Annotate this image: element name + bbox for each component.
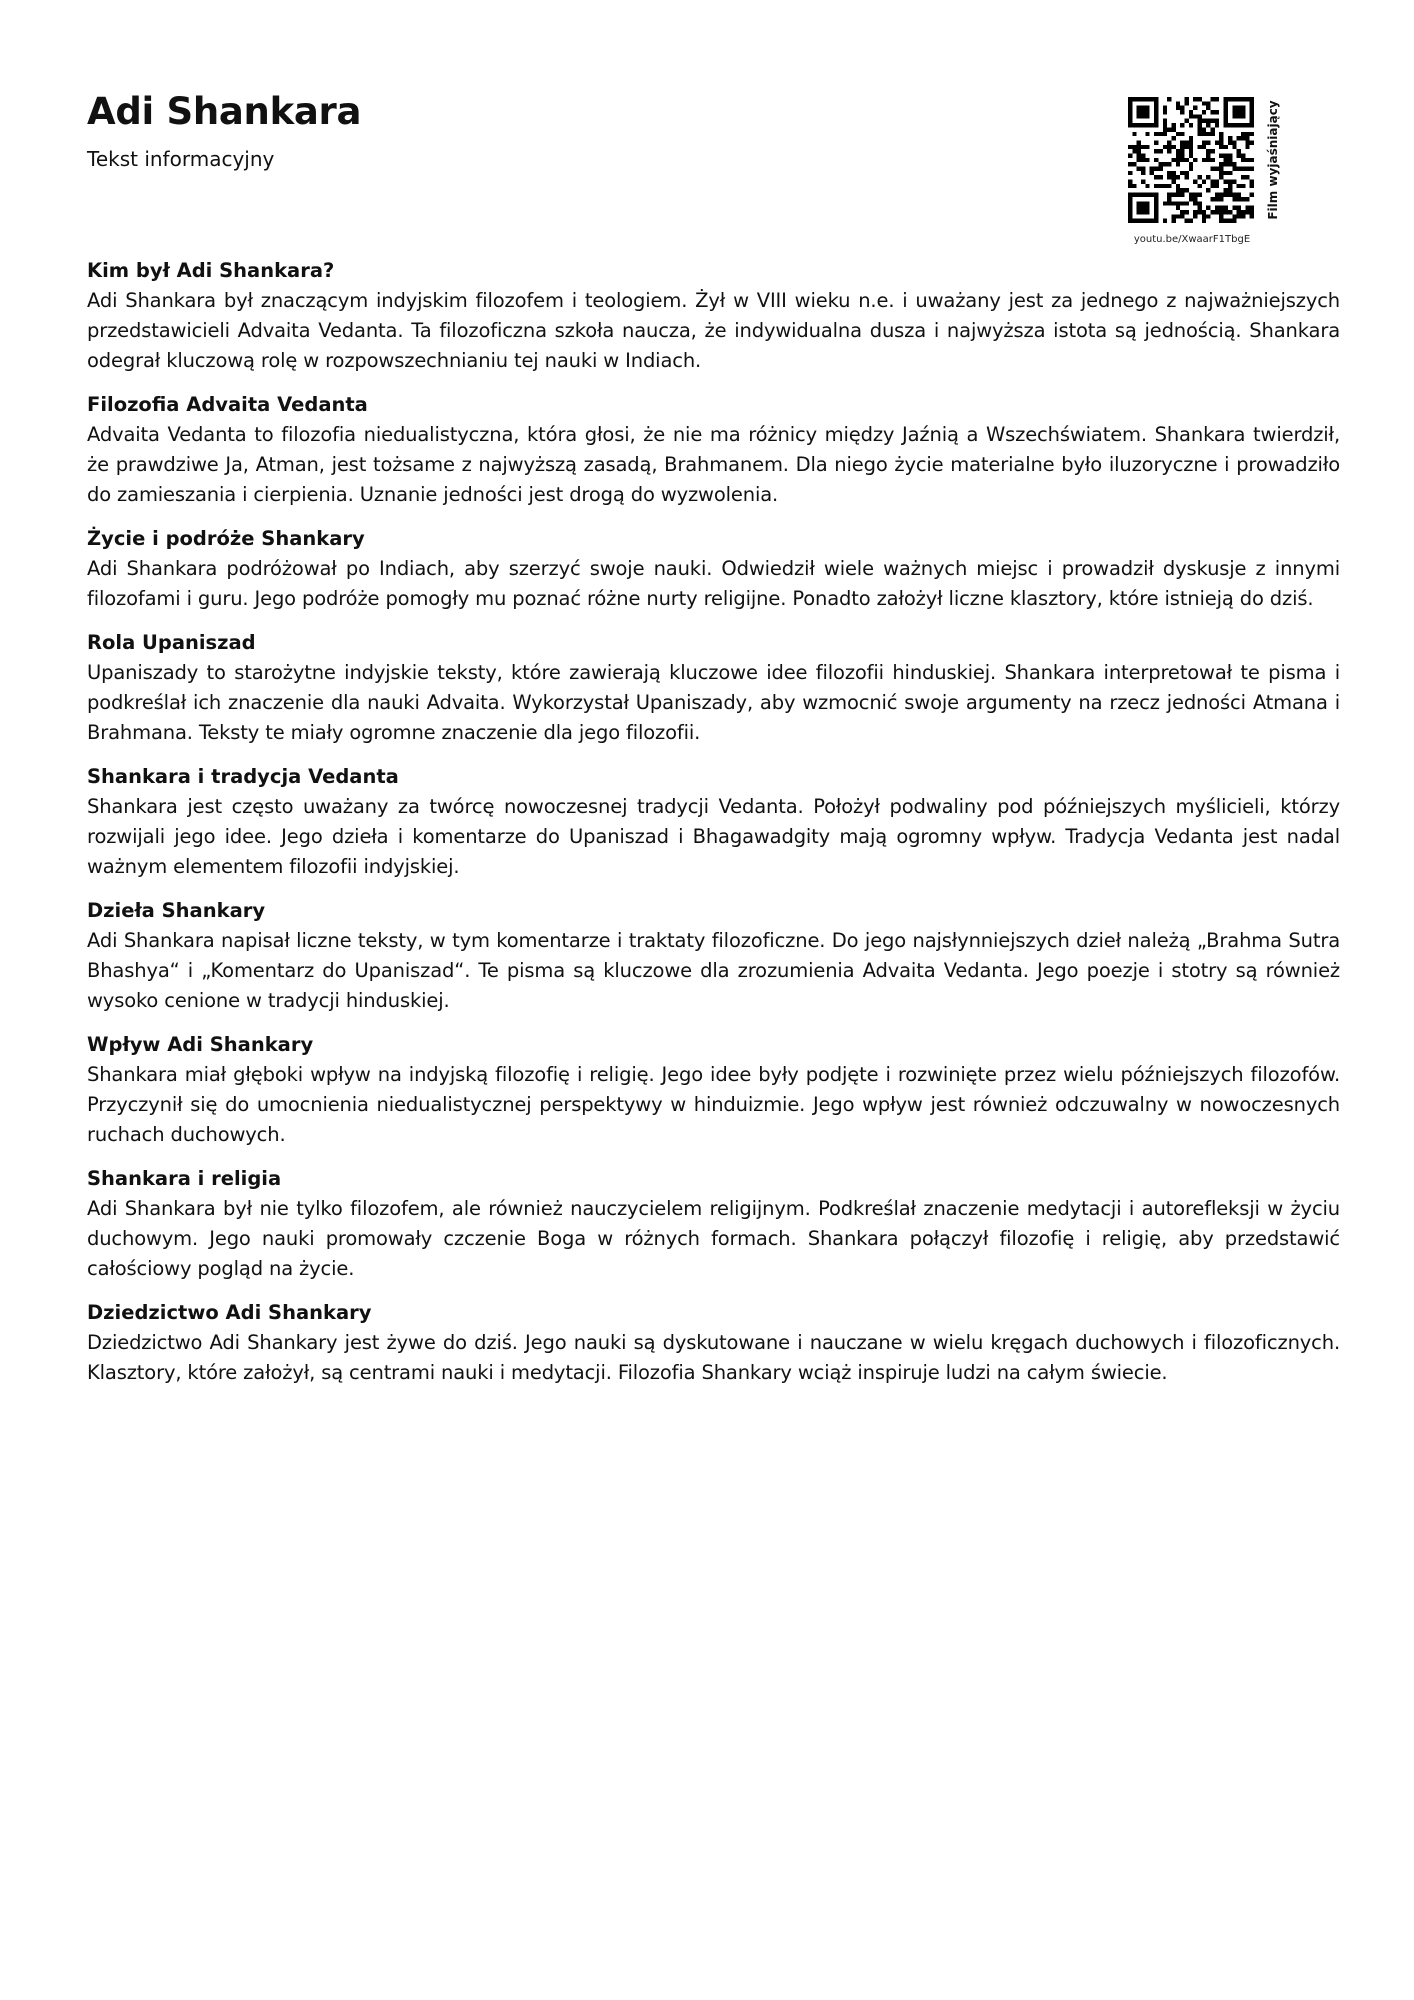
section [87,1164,1340,1284]
section-text: Shankara jest często uważany za twórcę nowoczesnej tradycji Vedanta. Położył podwaliny pod późniejszych myślicieli, którzy rozwijali jego idee. Jego dzieła i komentarze do Upaniszad i Bhagawadgity mają ogromny wpływ. Tradycja Vedanta jest nadal ważnym elementem filozofii indyjskiej. [87,795,1340,878]
qr-block [1128,97,1308,257]
section [87,256,1340,376]
section-text: Advaita Vedanta to filozofia niedualistyczna, która głosi, że nie ma różnicy między Jaźnią a Wszechświatem. Shankara twierdził, że prawdziwe Ja, Atman, jest tożsame z najwyższą zasadą, Brahmanem. Dla niego życie materialne było iluzoryczne i prowadziło do zamieszania i cierpienia. Uznanie jedności jest drogą do wyzwolenia. [87,423,1340,506]
section-heading: Shankara i tradycja Vedanta [87,765,399,788]
section-heading: Shankara i religia [87,1167,282,1190]
section-heading: Życie i podróże Shankary [87,527,365,550]
section-text: Shankara miał głęboki wpływ na indyjską filozofię i religię. Jego idee były podjęte i rozwinięte przez wielu późniejszych filozofów. Przyczynił się do umocnienia niedualistycznej perspektywy w hinduizmie. Jego wpływ jest również odczuwalny w nowoczesnych ruchach duchowych. [87,1063,1340,1146]
section [87,1298,1340,1388]
qr-code-icon[interactable] [1128,97,1254,223]
section [87,896,1340,1016]
document-title: Adi Shankara [87,90,362,133]
section-heading: Dzieła Shankary [87,899,266,922]
section-heading: Filozofia Advaita Vedanta [87,393,368,416]
section [87,524,1340,614]
qr-url[interactable]: youtu.be/XwaarF1TbgE [1133,234,1251,245]
section-heading: Dziedzictwo Adi Shankary [87,1301,372,1324]
document-subtitle: Tekst informacyjny [87,147,275,171]
section-text: Adi Shankara był nie tylko filozofem, ale również nauczycielem religijnym. Podkreślał znaczenie medytacji i autorefleksji w życiu duchowym. Jego nauki promowały czczenie Boga w różnych formach. Shankara połączył filozofię i religię, aby przedstawić całościowy pogląd na życie. [87,1197,1340,1280]
qr-label: Film wyjaśniający [1266,100,1280,220]
section [87,390,1340,510]
section [87,1030,1340,1150]
section-text: Adi Shankara podróżował po Indiach, aby szerzyć swoje nauki. Odwiedził wiele ważnych miejsc i prowadził dyskusje z innymi filozofami i guru. Jego podróże pomogły mu poznać różne nurty religijne. Ponadto założył liczne klasztory, które istnieją do dziś. [87,557,1340,610]
section [87,628,1340,748]
section-text: Adi Shankara był znaczącym indyjskim filozofem i teologiem. Żył w VIII wieku n.e. i uważany jest za jednego z najważniejszych przedstawicieli Advaita Vedanta. Ta filozoficzna szkoła naucza, że indywidualna dusza i najwyższa istota są jednością. Shankara odegrał kluczową rolę w rozpowszechnianiu tej nauki w Indiach. [87,289,1340,372]
section [87,762,1340,882]
section-heading: Rola Upaniszad [87,631,256,654]
section-text: Upaniszady to starożytne indyjskie teksty, które zawierają kluczowe idee filozofii hinduskiej. Shankara interpretował te pisma i podkreślał ich znaczenie dla nauki Advaita. Wykorzystał Upaniszady, aby wzmocnić swoje argumenty na rzecz jedności Atmana i Brahmana. Teksty te miały ogromne znaczenie dla jego filozofii. [87,661,1340,744]
section-heading: Kim był Adi Shankara? [87,259,335,282]
section-text: Adi Shankara napisał liczne teksty, w tym komentarze i traktaty filozoficzne. Do jego najsłynniejszych dzieł należą „Brahma Sutra Bhashya“ i „Komentarz do Upaniszad“. Te pisma są kluczowe dla zrozumienia Advaita Vedanta. Jego poezje i stotry są również wysoko cenione w tradycji hinduskiej. [87,929,1340,1012]
section-text: Dziedzictwo Adi Shankary jest żywe do dziś. Jego nauki są dyskutowane i nauczane w wielu kręgach duchowych i filozoficznych. Klasztory, które założył, są centrami nauki i medytacji. Filozofia Shankary wciąż inspiruje ludzi na całym świecie. [87,1331,1340,1384]
sections-container [87,256,1340,1402]
section-heading: Wpływ Adi Shankary [87,1033,314,1056]
